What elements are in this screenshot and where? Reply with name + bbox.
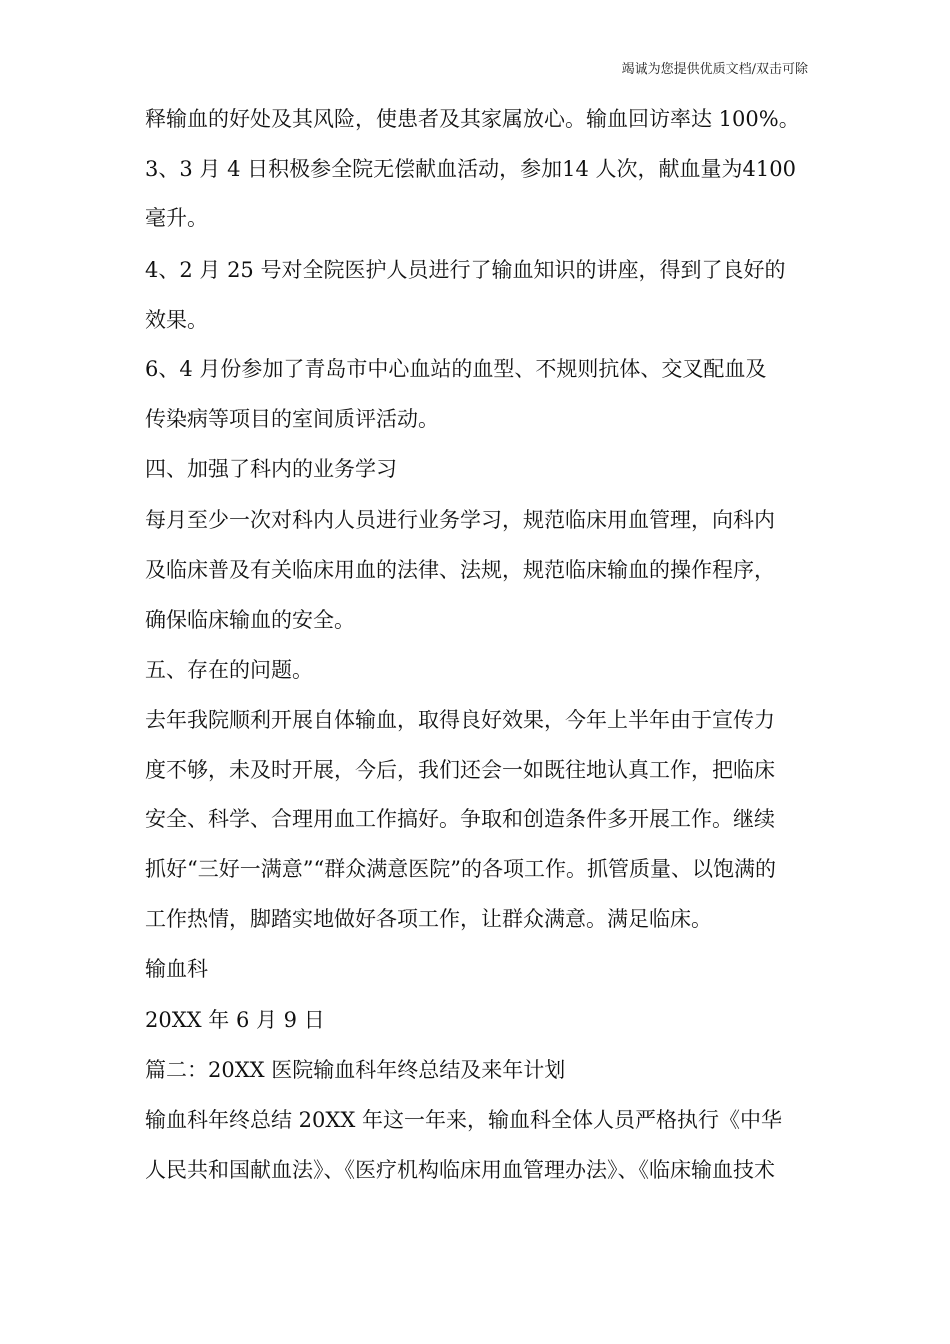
paragraph-line: 3、3 月 4 日积极参全院无偿献血活动，参加14 人次，献血量为4100 [145,157,796,181]
paragraph-line: 安全、科学、合理用血工作搞好。争取和创造条件多开展工作。继续 [145,807,775,831]
section-heading: 四、加强了科内的业务学习 [145,457,397,481]
paragraph-line: 毫升。 [145,206,208,230]
paragraph-line: 抓好“三好一满意”“群众满意医院”的各项工作。抓管质量、以饱满的 [145,857,776,881]
paragraph-line: 确保临床输血的安全。 [145,608,355,632]
section-heading: 篇二：20XX 医院输血科年终总结及来年计划 [145,1058,566,1082]
signature-date: 20XX 年 6 月 9 日 [145,1008,325,1032]
paragraph-line: 及临床普及有关临床用血的法律、法规，规范临床输血的操作程序， [145,558,775,582]
section-heading: 五、存在的问题。 [145,658,313,682]
paragraph-line: 传染病等项目的室间质评活动。 [145,407,439,431]
paragraph-line: 输血科年终总结 20XX 年这一年来，输血科全体人员严格执行《中华 [145,1108,782,1132]
paragraph-line: 效果。 [145,308,208,332]
paragraph-line: 6、4 月份参加了青岛市中心血站的血型、不规则抗体、交叉配血及 [145,357,767,381]
paragraph-line: 4、2 月 25 号对全院医护人员进行了输血知识的讲座，得到了良好的 [145,258,786,282]
paragraph-line: 度不够，未及时开展，今后，我们还会一如既往地认真工作，把临床 [145,758,775,782]
paragraph-line: 去年我院顺利开展自体输血，取得良好效果，今年上半年由于宣传力 [145,708,775,732]
paragraph-line: 每月至少一次对科内人员进行业务学习，规范临床用血管理，向科内 [145,508,775,532]
paragraph-line: 释输血的好处及其风险，使患者及其家属放心。输血回访率达 100%。 [145,107,800,131]
header-note: 竭诚为您提供优质文档/双击可除 [621,62,808,77]
paragraph-line: 工作热情，脚踏实地做好各项工作，让群众满意。满足临床。 [145,907,712,931]
paragraph-line: 人民共和国献血法》、《医疗机构临床用血管理办法》、《临床输血技术 [145,1158,775,1182]
signature-department: 输血科 [145,957,208,981]
